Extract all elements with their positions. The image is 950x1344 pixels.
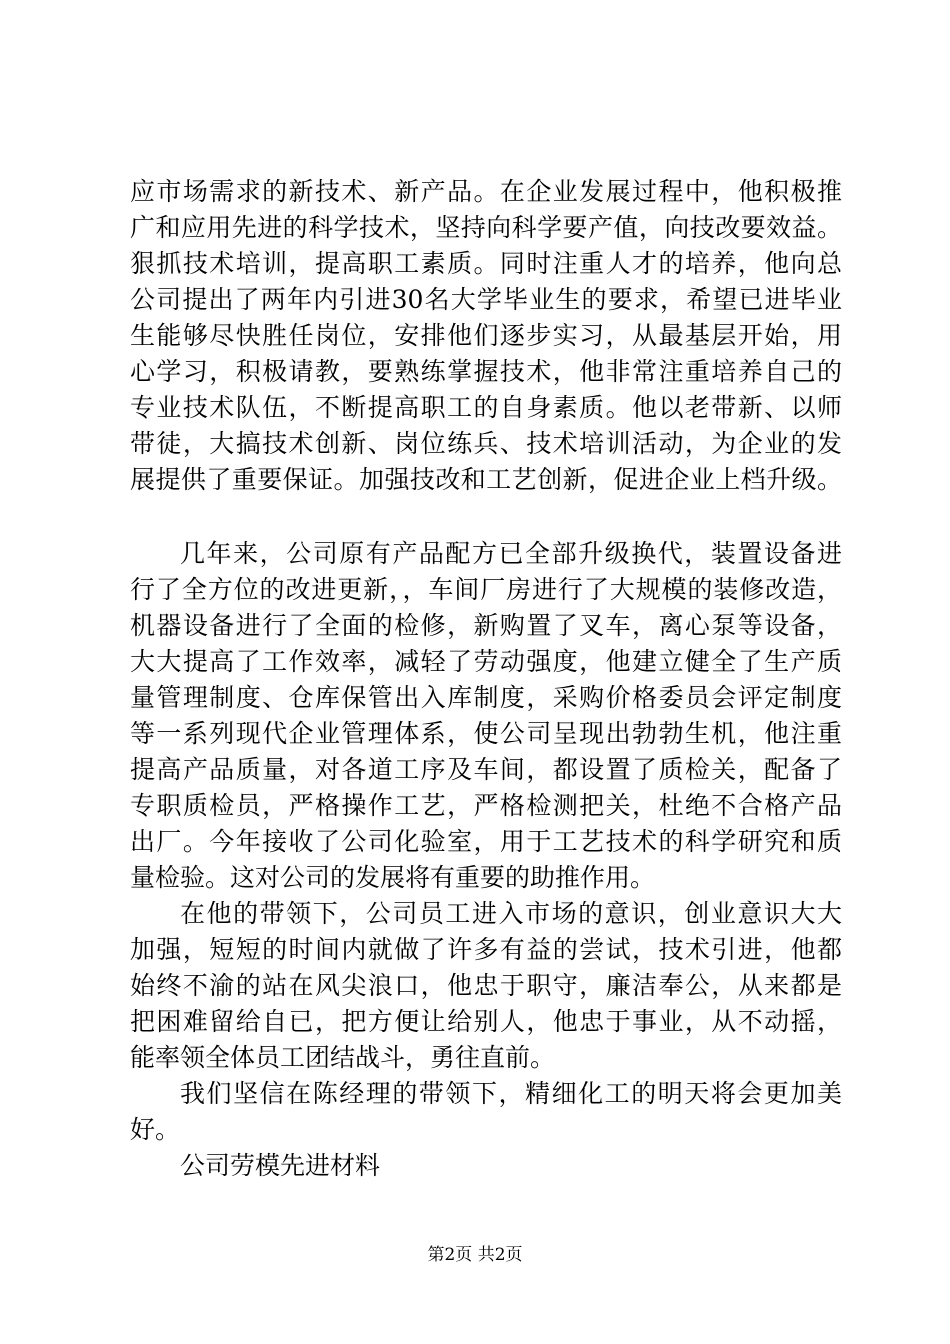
text-line: 生能够尽快胜任岗位，安排他们逐步实习，从最基层开始，用 bbox=[130, 321, 842, 350]
text-line: 带徒，大搞技术创新、岗位练兵、技术培训活动，为企业的发 bbox=[130, 429, 842, 458]
text-line: 大大提高了工作效率，减轻了劳动强度，他建立健全了生产质 bbox=[130, 647, 842, 676]
text-line: 能率领全体员工团结战斗，勇往直前。 bbox=[130, 1043, 556, 1072]
document-body bbox=[130, 174, 842, 1184]
paragraph-intro bbox=[130, 174, 842, 498]
text-line: 出厂。今年接收了公司化验室，用于工艺技术的科学研究和质 bbox=[130, 827, 842, 856]
text-line: 公司劳模先进材料 bbox=[180, 1151, 381, 1180]
text-line: 加强，短短的时间内就做了许多有益的尝试，技术引进，他都 bbox=[130, 935, 842, 964]
text-line: 量管理制度、仓库保管出入库制度，采购价格委员会评定制度 bbox=[130, 683, 842, 712]
paragraph-title-note bbox=[130, 1148, 842, 1184]
text-line: 公司提出了两年内引进30名大学毕业生的要求，希望已进毕业 bbox=[130, 285, 842, 314]
text-line: 量检验。这对公司的发展将有重要的助推作用。 bbox=[130, 863, 656, 892]
page-number-footer: 第2页 共2页 bbox=[427, 1245, 523, 1265]
paragraph-leadership bbox=[130, 896, 842, 1076]
text-line: 行了全方位的改进更新，，车间厂房进行了大规模的装修改造， bbox=[130, 575, 842, 604]
text-line: 展提供了重要保证。加强技改和工艺创新，促进企业上档升级。 bbox=[130, 465, 842, 494]
text-line: 广和应用先进的科学技术，坚持向科学要产值，向技改要效益。 bbox=[130, 213, 842, 242]
text-line: 几年来，公司原有产品配方已全部升级换代，装置设备进 bbox=[180, 539, 842, 568]
text-line: 专职质检员，严格操作工艺，严格检测把关，杜绝不合格产品 bbox=[130, 791, 842, 820]
text-line: 始终不渝的站在风尖浪口，他忠于职守，廉洁奉公，从来都是 bbox=[130, 971, 842, 1000]
text-line: 狠抓技术培训，提高职工素质。同时注重人才的培养，他向总 bbox=[130, 249, 842, 278]
text-line: 我们坚信在陈经理的带领下，精细化工的明天将会更加美 bbox=[180, 1079, 842, 1108]
text-line: 应市场需求的新技术、新产品。在企业发展过程中，他积极推 bbox=[130, 177, 842, 206]
text-line: 在他的带领下，公司员工进入市场的意识，创业意识大大 bbox=[180, 899, 842, 928]
text-line: 提高产品质量，对各道工序及车间，都设置了质检关，配备了 bbox=[130, 755, 842, 784]
text-line: 好。 bbox=[130, 1115, 181, 1144]
text-line: 把困难留给自已，把方便让给别人，他忠于事业，从不动摇， bbox=[130, 1007, 842, 1036]
text-line: 专业技术队伍，不断提高职工的自身素质。他以老带新、以师 bbox=[130, 393, 842, 422]
paragraph-conclusion bbox=[130, 1076, 842, 1148]
text-line: 机器设备进行了全面的检修，新购置了叉车，离心泵等设备， bbox=[130, 611, 842, 640]
paragraph-improvements bbox=[130, 536, 842, 896]
paragraph-gap bbox=[130, 498, 842, 536]
text-line: 等一系列现代企业管理体系，使公司呈现出勃勃生机，他注重 bbox=[130, 719, 842, 748]
text-line: 心学习，积极请教，要熟练掌握技术，他非常注重培养自己的 bbox=[130, 357, 842, 386]
